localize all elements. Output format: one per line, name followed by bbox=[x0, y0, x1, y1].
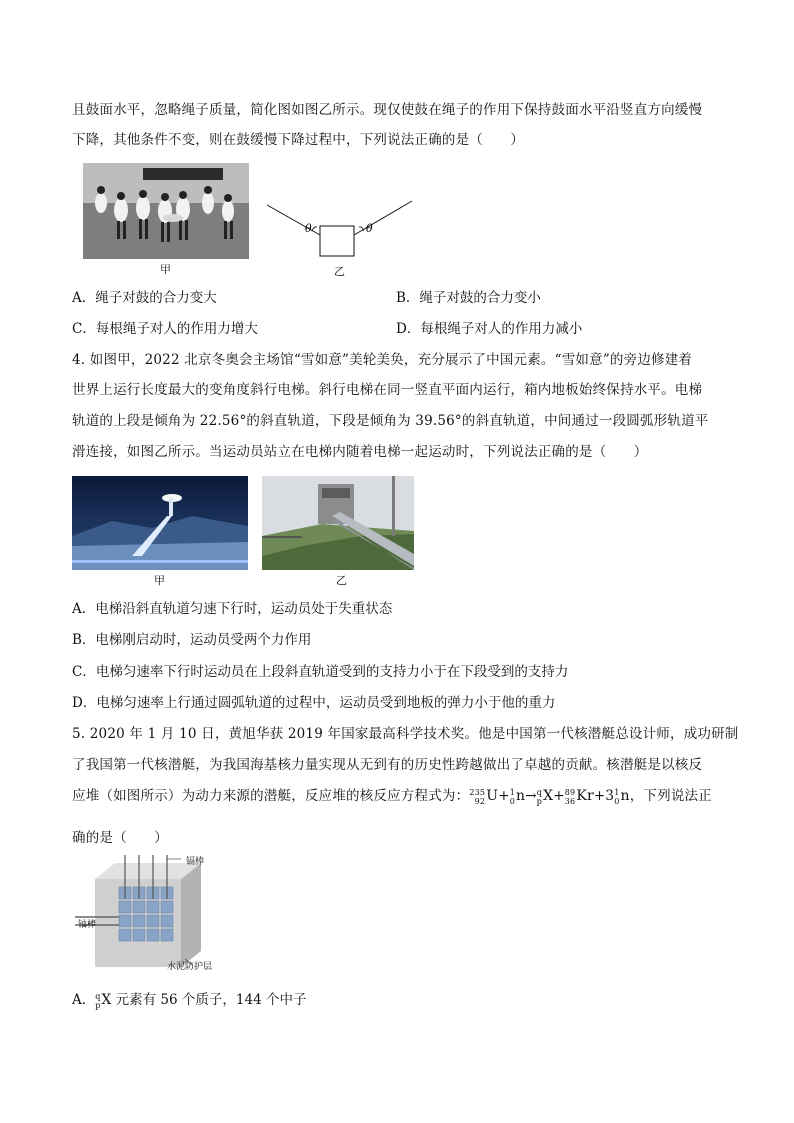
q5-reactor-figure bbox=[75, 855, 260, 973]
q3-option-a[interactable]: A．绳子对鼓的合力变大 bbox=[72, 290, 217, 306]
q3-option-b[interactable]: B．绳子对鼓的合力变小 bbox=[396, 290, 541, 306]
q4-photo-yi bbox=[262, 476, 414, 570]
q5-stem-line-4: 确的是（ ） bbox=[72, 830, 168, 846]
q4-option-b[interactable]: B．电梯刚启动时，运动员受两个力作用 bbox=[72, 632, 312, 648]
q5-stem-line-2: 了我国第一代核潜艇，为我国海基核力量实现从无到有的历史性跨越做出了卓越的贡献。核潜艇是以核反 bbox=[72, 757, 703, 773]
q3-diagram-yi bbox=[262, 195, 422, 265]
q3-option-c[interactable]: C．每根绳子对人的作用力增大 bbox=[72, 321, 258, 337]
x-iso: q p bbox=[536, 787, 543, 806]
kr-iso: 89 36 bbox=[564, 787, 576, 806]
q5-stem-line-3: 应堆（如图所示）为动力来源的潜艇，反应堆的核反应方程式为： 235 92 U+ 1 0 n→ q p X+ 89 36 Kr+3 1 0 n，下列说法正 bbox=[72, 787, 712, 806]
q3-theta-right: θ bbox=[366, 222, 373, 235]
q3-photo-jia bbox=[83, 163, 249, 259]
q5-line3-suffix: ，下列说法正 bbox=[629, 788, 712, 804]
q5-line3-prefix: 应堆（如图所示）为动力来源的潜艇，反应堆的核反应方程式为： bbox=[72, 788, 470, 804]
q5-label-concrete-shield: 水泥防护层 bbox=[167, 962, 213, 972]
q5-label-uranium-rod: 铀棒 bbox=[78, 920, 97, 930]
q4-stem-line-3: 轨道的上段是倾角为 22.56°的斜直轨道，下段是倾角为 39.56°的斜直轨道，中间通过一段圆弧形轨道平 bbox=[72, 413, 709, 429]
q3-caption-yi: 乙 bbox=[334, 265, 345, 278]
q4-caption-jia: 甲 bbox=[154, 574, 165, 587]
n-iso: 1 0 bbox=[509, 787, 515, 806]
q4-caption-yi: 乙 bbox=[336, 574, 347, 587]
n2-iso: 1 0 bbox=[614, 787, 620, 806]
q4-stem-line-2: 世界上运行长度最大的变角度斜行电梯。斜行电梯在同一竖直平面内运行，箱内地板始终保持水平。电梯 bbox=[72, 382, 703, 398]
q5-label-cadmium-rod: 镉棒 bbox=[186, 857, 205, 867]
q3-stem-line-1: 且鼓面水平，忽略绳子质量，简化图如图乙所示。现仅使鼓在绳子的作用下保持鼓面水平沿竖直方向缓慢 bbox=[72, 102, 703, 118]
u-iso: 235 92 bbox=[469, 787, 486, 806]
q5-stem-line-1: 5. 2020 年 1 月 10 日，黄旭华获 2019 年国家最高科学技术奖。他是中国第一代核潜艇总设计师，成功研制 bbox=[72, 726, 739, 742]
q4-stem-line-4: 滑连接，如图乙所示。当运动员站立在电梯内随着电梯一起运动时，下列说法正确的是（ ） bbox=[72, 444, 648, 460]
q3-caption-jia: 甲 bbox=[160, 263, 171, 276]
q3-stem-line-2: 下降，其他条件不变，则在鼓缓慢下降过程中，下列说法正确的是（ ） bbox=[72, 132, 525, 148]
q4-photo-jia bbox=[72, 476, 248, 570]
q3-option-d[interactable]: D．每根绳子对人的作用力减小 bbox=[396, 321, 583, 337]
q5-option-a[interactable]: A． q p X 元素有 56 个质子，144 个中子 bbox=[72, 991, 307, 1010]
q4-option-d[interactable]: D．电梯匀速率上行通过圆弧轨道的过程中，运动员受到地板的弹力小于他的重力 bbox=[72, 695, 556, 711]
q4-stem-line-1: 4. 如图甲，2022 北京冬奥会主场馆“雪如意”美轮美奂，充分展示了中国元素。“雪如意”的旁边修建着 bbox=[72, 352, 693, 368]
q4-option-a[interactable]: A．电梯沿斜直轨道匀速下行时，运动员处于失重状态 bbox=[72, 601, 393, 617]
q3-theta-left: θ bbox=[305, 222, 312, 235]
q4-option-c[interactable]: C．电梯匀速率下行时运动员在上段斜直轨道受到的支持力小于在下段受到的支持力 bbox=[72, 664, 569, 680]
